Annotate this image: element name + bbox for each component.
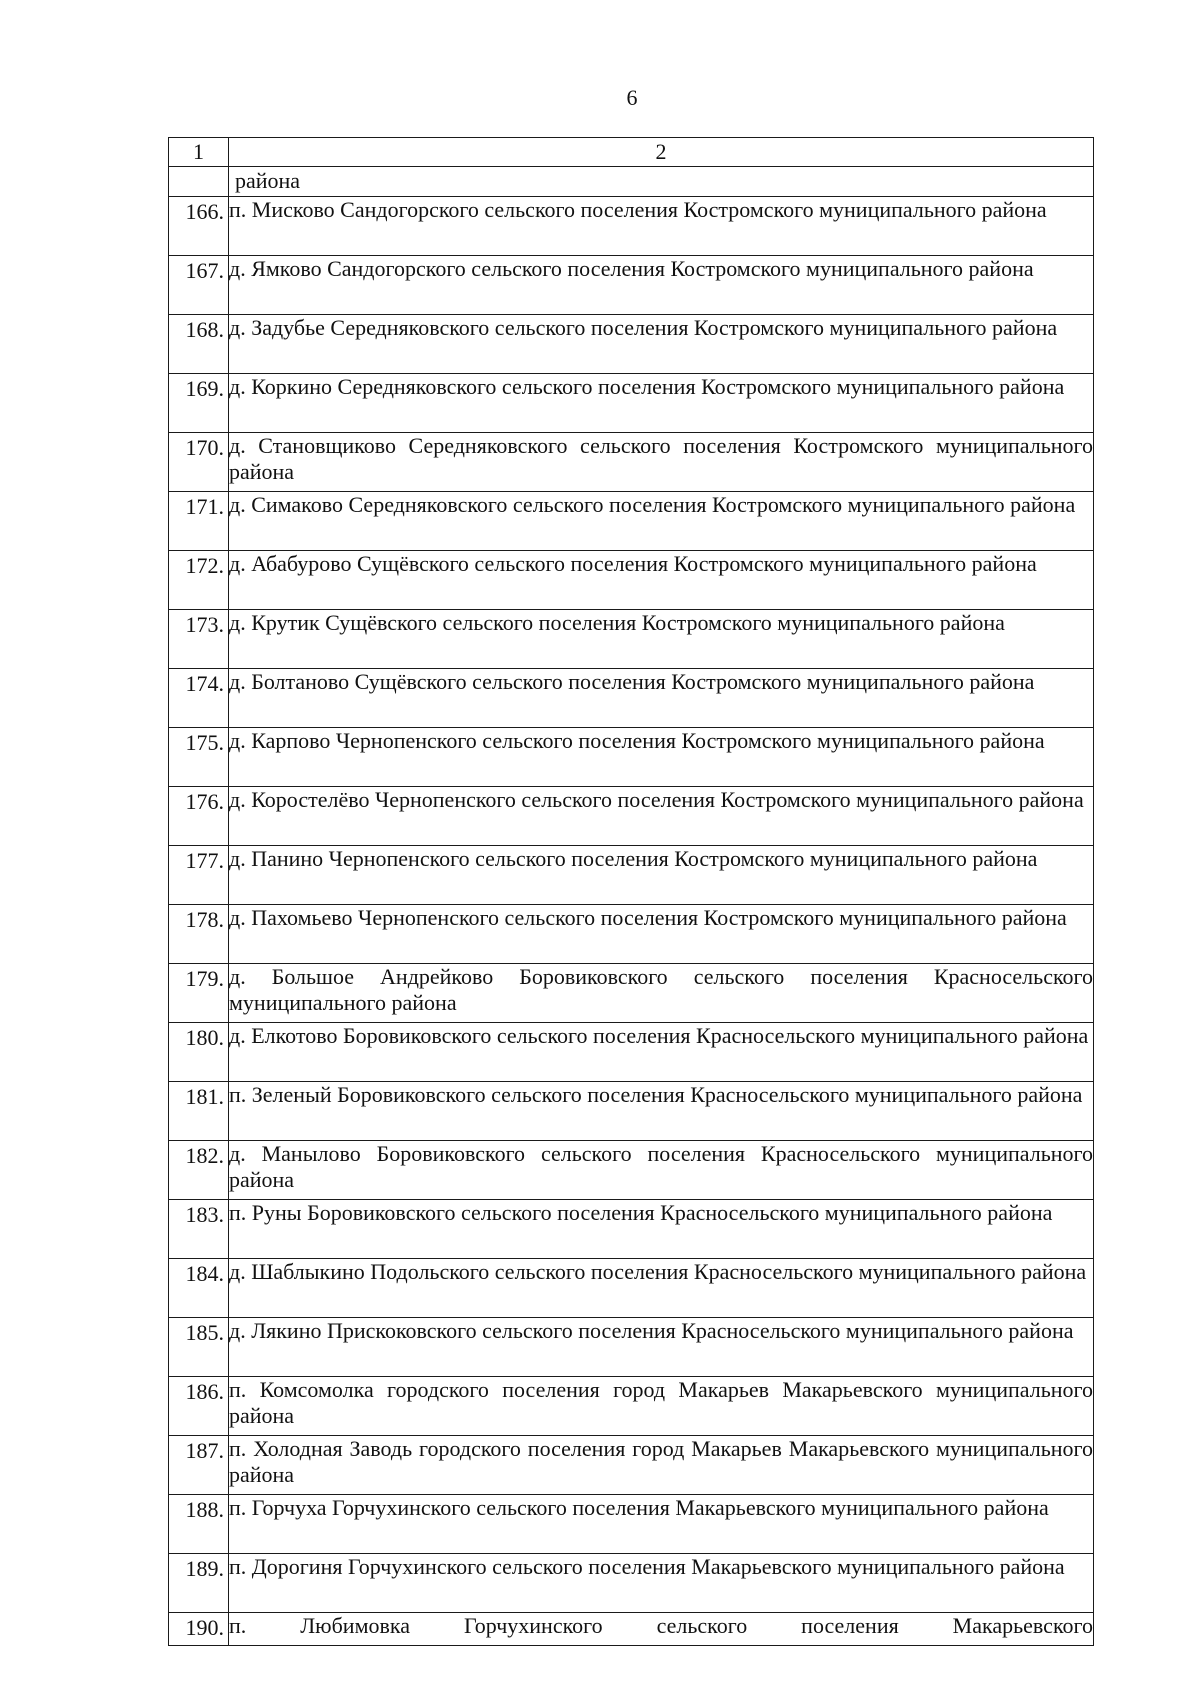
row-text: д. Ямково Сандогорского сельского поселения Костромского муниципального района <box>229 256 1094 315</box>
page-number: 6 <box>626 85 638 110</box>
row-number: 185. <box>169 1318 229 1377</box>
row-number: 183. <box>169 1200 229 1259</box>
row-number: 175. <box>169 728 229 787</box>
table-row <box>169 964 1094 1023</box>
row-number: 180. <box>169 1023 229 1082</box>
row-text: д. Коростелёво Чернопенского сельского поселения Костромского муниципального района <box>229 787 1094 846</box>
row-number: 189. <box>169 1554 229 1613</box>
row-number: 170. <box>169 433 229 492</box>
table-row <box>169 315 1094 374</box>
table-row <box>169 1082 1094 1141</box>
row-number: 177. <box>169 846 229 905</box>
column-header-number: 1 <box>169 138 229 167</box>
row-number: 168. <box>169 315 229 374</box>
row-text: п. Дорогиня Горчухинского сельского поселения Макарьевского муниципального района <box>229 1554 1094 1613</box>
table-row <box>169 669 1094 728</box>
row-text: д. Симаково Середняковского сельского поселения Костромского муниципального района <box>229 492 1094 551</box>
row-text: района <box>229 167 1094 197</box>
row-number: 178. <box>169 905 229 964</box>
table-row <box>169 1436 1094 1495</box>
row-number: 190. <box>169 1613 229 1646</box>
row-text: д. Пахомьево Чернопенского сельского поселения Костромского муниципального района <box>229 905 1094 964</box>
row-number: 174. <box>169 669 229 728</box>
table-row <box>169 1377 1094 1436</box>
row-text: п. Зеленый Боровиковского сельского поселения Красносельского муниципального района <box>229 1082 1094 1141</box>
row-number: 176. <box>169 787 229 846</box>
table-row <box>169 492 1094 551</box>
table-row <box>169 1318 1094 1377</box>
table-row <box>169 1495 1094 1554</box>
table-row <box>169 1554 1094 1613</box>
table-row <box>169 374 1094 433</box>
table-row <box>169 787 1094 846</box>
row-text: д. Панино Чернопенского сельского поселения Костромского муниципального района <box>229 846 1094 905</box>
row-text: д. Крутик Сущёвского сельского поселения Костромского муниципального района <box>229 610 1094 669</box>
table-row <box>169 728 1094 787</box>
row-number: 169. <box>169 374 229 433</box>
table-row <box>169 1023 1094 1082</box>
table-row <box>169 1259 1094 1318</box>
table-header-row <box>169 138 1094 167</box>
row-text: п. Холодная Заводь городского поселения город Макарьев Макарьевского муниципального района <box>229 1436 1094 1495</box>
row-text: д. Большое Андрейково Боровиковского сельского поселения Красносельского муниципального района <box>229 964 1094 1023</box>
row-number: 184. <box>169 1259 229 1318</box>
table-row <box>169 610 1094 669</box>
row-text: д. Лякино Прискоковского сельского поселения Красносельского муниципального района <box>229 1318 1094 1377</box>
row-text: п. Горчуха Горчухинского сельского поселения Макарьевского муниципального района <box>229 1495 1094 1554</box>
table-row <box>169 256 1094 315</box>
table-row <box>169 1613 1094 1646</box>
row-number: 167. <box>169 256 229 315</box>
row-text: д. Карпово Чернопенского сельского поселения Костромского муниципального района <box>229 728 1094 787</box>
table-row <box>169 905 1094 964</box>
row-text: п. Комсомолка городского поселения город Макарьев Макарьевского муниципального района <box>229 1377 1094 1436</box>
row-text: д. Манылово Боровиковского сельского поселения Красносельского муниципального района <box>229 1141 1094 1200</box>
row-text: п. Любимовка Горчухинского сельского поселения Макарьевского <box>229 1613 1094 1646</box>
row-text: д. Коркино Середняковского сельского поселения Костромского муниципального района <box>229 374 1094 433</box>
row-number: 188. <box>169 1495 229 1554</box>
row-text: д. Задубье Середняковского сельского поселения Костромского муниципального района <box>229 315 1094 374</box>
row-number: 179. <box>169 964 229 1023</box>
row-number: 171. <box>169 492 229 551</box>
row-text: д. Шаблыкино Подольского сельского поселения Красносельского муниципального района <box>229 1259 1094 1318</box>
row-number: 173. <box>169 610 229 669</box>
table-body <box>169 138 1094 1646</box>
table-row <box>169 551 1094 610</box>
row-text: п. Мисково Сандогорского сельского поселения Костромского муниципального района <box>229 197 1094 256</box>
settlements-table <box>168 137 1094 1646</box>
table-row <box>169 1200 1094 1259</box>
row-number: 166. <box>169 197 229 256</box>
row-number: 172. <box>169 551 229 610</box>
table-row <box>169 1141 1094 1200</box>
table-row <box>169 197 1094 256</box>
table-row <box>169 846 1094 905</box>
row-text: д. Абабурово Сущёвского сельского поселения Костромского муниципального района <box>229 551 1094 610</box>
row-number <box>169 167 229 197</box>
table-row <box>169 433 1094 492</box>
row-number: 187. <box>169 1436 229 1495</box>
row-text: д. Болтаново Сущёвского сельского поселения Костромского муниципального района <box>229 669 1094 728</box>
row-text: д. Елкотово Боровиковского сельского поселения Красносельского муниципального района <box>229 1023 1094 1082</box>
column-header-name: 2 <box>229 138 1094 167</box>
row-text: п. Руны Боровиковского сельского поселения Красносельского муниципального района <box>229 1200 1094 1259</box>
row-number: 182. <box>169 1141 229 1200</box>
row-text: д. Становщиково Середняковского сельского поселения Костромского муниципального района <box>229 433 1094 492</box>
row-number: 186. <box>169 1377 229 1436</box>
row-number: 181. <box>169 1082 229 1141</box>
continuation-row <box>169 167 1094 197</box>
